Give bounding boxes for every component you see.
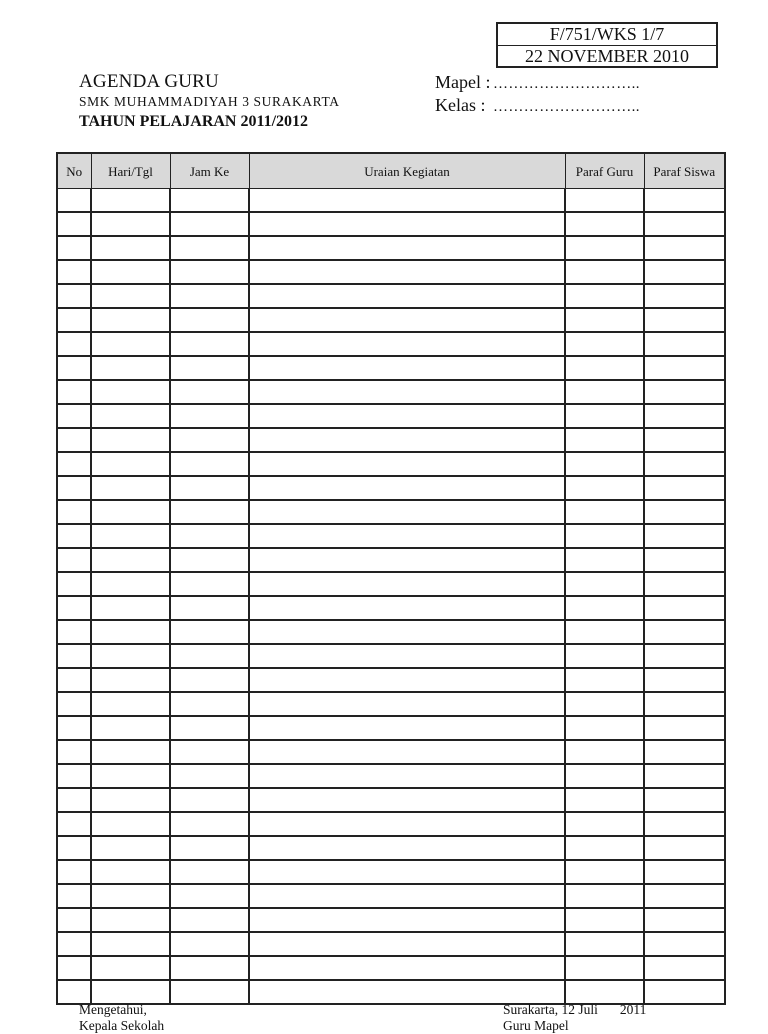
- cell-no: [57, 524, 91, 548]
- cell-jam-ke: [170, 956, 249, 980]
- cell-paraf-siswa: [644, 284, 725, 308]
- cell-hari-tgl: [91, 380, 170, 404]
- cell-jam-ke: [170, 428, 249, 452]
- cell-paraf-siswa: [644, 404, 725, 428]
- cell-uraian-kegiatan: [249, 812, 565, 836]
- table-row: [57, 452, 725, 476]
- cell-no: [57, 692, 91, 716]
- table-row: [57, 428, 725, 452]
- cell-paraf-siswa: [644, 860, 725, 884]
- cell-jam-ke: [170, 908, 249, 932]
- header-jam-ke: Jam Ke: [170, 153, 249, 189]
- cell-jam-ke: [170, 308, 249, 332]
- cell-no: [57, 428, 91, 452]
- cell-no: [57, 980, 91, 1004]
- cell-hari-tgl: [91, 812, 170, 836]
- table-row: [57, 740, 725, 764]
- school-name: SMK MUHAMMADIYAH 3 SURAKARTA: [79, 94, 340, 109]
- table-row: [57, 404, 725, 428]
- cell-no: [57, 212, 91, 236]
- cell-paraf-guru: [565, 620, 644, 644]
- cell-no: [57, 380, 91, 404]
- cell-uraian-kegiatan: [249, 500, 565, 524]
- cell-paraf-guru: [565, 548, 644, 572]
- cell-paraf-siswa: [644, 524, 725, 548]
- cell-paraf-siswa: [644, 716, 725, 740]
- table-row: [57, 836, 725, 860]
- cell-uraian-kegiatan: [249, 860, 565, 884]
- cell-jam-ke: [170, 189, 249, 213]
- cell-hari-tgl: [91, 884, 170, 908]
- cell-paraf-guru: [565, 189, 644, 213]
- cell-paraf-guru: [565, 260, 644, 284]
- cell-no: [57, 308, 91, 332]
- table-row: [57, 812, 725, 836]
- cell-uraian-kegiatan: [249, 524, 565, 548]
- cell-no: [57, 644, 91, 668]
- cell-paraf-guru: [565, 764, 644, 788]
- cell-paraf-guru: [565, 500, 644, 524]
- cell-paraf-guru: [565, 980, 644, 1004]
- form-code: F/751/WKS 1/7: [498, 24, 716, 46]
- cell-jam-ke: [170, 212, 249, 236]
- cell-no: [57, 836, 91, 860]
- cell-jam-ke: [170, 404, 249, 428]
- cell-paraf-siswa: [644, 596, 725, 620]
- cell-uraian-kegiatan: [249, 884, 565, 908]
- mapel-field: [435, 72, 640, 93]
- cell-hari-tgl: [91, 860, 170, 884]
- acknowledged-label: Mengetahui,: [79, 1002, 147, 1017]
- table-header-row: [57, 153, 725, 189]
- cell-jam-ke: [170, 668, 249, 692]
- cell-paraf-guru: [565, 332, 644, 356]
- cell-paraf-guru: [565, 884, 644, 908]
- cell-uraian-kegiatan: [249, 764, 565, 788]
- cell-hari-tgl: [91, 956, 170, 980]
- cell-uraian-kegiatan: [249, 932, 565, 956]
- cell-jam-ke: [170, 260, 249, 284]
- table-row: [57, 908, 725, 932]
- cell-paraf-siswa: [644, 572, 725, 596]
- cell-hari-tgl: [91, 836, 170, 860]
- header-no: No: [57, 153, 91, 189]
- cell-no: [57, 284, 91, 308]
- cell-no: [57, 452, 91, 476]
- cell-paraf-guru: [565, 404, 644, 428]
- cell-paraf-siswa: [644, 428, 725, 452]
- table-row: [57, 620, 725, 644]
- cell-paraf-siswa: [644, 884, 725, 908]
- principal-label: Kepala Sekolah: [79, 1018, 165, 1033]
- cell-paraf-siswa: [644, 788, 725, 812]
- cell-paraf-siswa: [644, 812, 725, 836]
- cell-jam-ke: [170, 644, 249, 668]
- cell-paraf-siswa: [644, 668, 725, 692]
- cell-jam-ke: [170, 524, 249, 548]
- cell-uraian-kegiatan: [249, 380, 565, 404]
- cell-hari-tgl: [91, 452, 170, 476]
- cell-hari-tgl: [91, 500, 170, 524]
- cell-paraf-guru: [565, 932, 644, 956]
- cell-hari-tgl: [91, 284, 170, 308]
- agenda-table: [56, 152, 726, 1005]
- cell-no: [57, 260, 91, 284]
- table-row: [57, 308, 725, 332]
- cell-uraian-kegiatan: [249, 620, 565, 644]
- cell-jam-ke: [170, 860, 249, 884]
- cell-no: [57, 476, 91, 500]
- cell-hari-tgl: [91, 332, 170, 356]
- cell-paraf-siswa: [644, 644, 725, 668]
- cell-paraf-siswa: [644, 452, 725, 476]
- header-paraf-siswa: Paraf Siswa: [644, 153, 725, 189]
- table-row: [57, 956, 725, 980]
- cell-paraf-guru: [565, 908, 644, 932]
- cell-jam-ke: [170, 284, 249, 308]
- cell-no: [57, 788, 91, 812]
- academic-year: TAHUN PELAJARAN 2011/2012: [79, 113, 309, 130]
- cell-paraf-guru: [565, 812, 644, 836]
- cell-jam-ke: [170, 332, 249, 356]
- form-date: 22 NOVEMBER 2010: [524, 46, 689, 66]
- cell-paraf-guru: [565, 428, 644, 452]
- cell-hari-tgl: [91, 740, 170, 764]
- cell-hari-tgl: [91, 308, 170, 332]
- place-date: [503, 1002, 646, 1018]
- header-uraian-kegiatan: Uraian Kegiatan: [249, 153, 565, 189]
- cell-jam-ke: [170, 548, 249, 572]
- cell-paraf-guru: [565, 212, 644, 236]
- table-row: [57, 692, 725, 716]
- cell-jam-ke: [170, 476, 249, 500]
- cell-no: [57, 884, 91, 908]
- cell-uraian-kegiatan: [249, 428, 565, 452]
- cell-paraf-guru: [565, 476, 644, 500]
- cell-paraf-siswa: [644, 932, 725, 956]
- cell-uraian-kegiatan: [249, 260, 565, 284]
- cell-no: [57, 668, 91, 692]
- cell-jam-ke: [170, 788, 249, 812]
- cell-uraian-kegiatan: [249, 236, 565, 260]
- cell-paraf-guru: [565, 740, 644, 764]
- cell-no: [57, 956, 91, 980]
- table-row: [57, 500, 725, 524]
- cell-no: [57, 908, 91, 932]
- table-row: [57, 980, 725, 1004]
- cell-jam-ke: [170, 884, 249, 908]
- cell-jam-ke: [170, 572, 249, 596]
- cell-jam-ke: [170, 596, 249, 620]
- cell-paraf-guru: [565, 956, 644, 980]
- cell-paraf-guru: [565, 308, 644, 332]
- cell-jam-ke: [170, 380, 249, 404]
- cell-paraf-siswa: [644, 356, 725, 380]
- cell-jam-ke: [170, 236, 249, 260]
- cell-no: [57, 332, 91, 356]
- cell-jam-ke: [170, 980, 249, 1004]
- cell-paraf-guru: [565, 644, 644, 668]
- cell-paraf-guru: [565, 668, 644, 692]
- cell-uraian-kegiatan: [249, 548, 565, 572]
- cell-no: [57, 236, 91, 260]
- table-row: [57, 356, 725, 380]
- cell-hari-tgl: [91, 668, 170, 692]
- cell-paraf-guru: [565, 572, 644, 596]
- header-hari-tgl: Hari/Tgl: [91, 153, 170, 189]
- cell-jam-ke: [170, 500, 249, 524]
- cell-paraf-guru: [565, 380, 644, 404]
- table-row: [57, 189, 725, 213]
- cell-paraf-guru: [565, 836, 644, 860]
- mapel-blank: ………………………..: [493, 76, 640, 92]
- cell-paraf-guru: [565, 692, 644, 716]
- cell-uraian-kegiatan: [249, 212, 565, 236]
- cell-hari-tgl: [91, 404, 170, 428]
- table-row: [57, 668, 725, 692]
- cell-no: [57, 740, 91, 764]
- cell-uraian-kegiatan: [249, 980, 565, 1004]
- cell-jam-ke: [170, 692, 249, 716]
- cell-no: [57, 356, 91, 380]
- cell-paraf-siswa: [644, 980, 725, 1004]
- cell-paraf-siswa: [644, 260, 725, 284]
- cell-uraian-kegiatan: [249, 572, 565, 596]
- cell-uraian-kegiatan: [249, 788, 565, 812]
- table-row: [57, 788, 725, 812]
- cell-no: [57, 596, 91, 620]
- cell-paraf-guru: [565, 716, 644, 740]
- cell-paraf-siswa: [644, 548, 725, 572]
- table-row: [57, 284, 725, 308]
- cell-paraf-guru: [565, 524, 644, 548]
- cell-no: [57, 764, 91, 788]
- cell-uraian-kegiatan: [249, 668, 565, 692]
- cell-uraian-kegiatan: [249, 356, 565, 380]
- cell-uraian-kegiatan: [249, 908, 565, 932]
- cell-paraf-siswa: [644, 692, 725, 716]
- cell-no: [57, 572, 91, 596]
- cell-hari-tgl: [91, 788, 170, 812]
- cell-no: [57, 404, 91, 428]
- table-row: [57, 884, 725, 908]
- cell-paraf-siswa: [644, 332, 725, 356]
- cell-hari-tgl: [91, 428, 170, 452]
- cell-jam-ke: [170, 716, 249, 740]
- cell-hari-tgl: [91, 524, 170, 548]
- cell-uraian-kegiatan: [249, 332, 565, 356]
- cell-paraf-guru: [565, 860, 644, 884]
- cell-uraian-kegiatan: [249, 692, 565, 716]
- cell-paraf-siswa: [644, 236, 725, 260]
- form-code-box: [496, 22, 718, 68]
- table-row: [57, 260, 725, 284]
- cell-jam-ke: [170, 812, 249, 836]
- table-row: [57, 716, 725, 740]
- cell-paraf-guru: [565, 452, 644, 476]
- cell-paraf-siswa: [644, 764, 725, 788]
- cell-hari-tgl: [91, 236, 170, 260]
- table-row: [57, 932, 725, 956]
- cell-no: [57, 189, 91, 213]
- table-row: [57, 548, 725, 572]
- cell-uraian-kegiatan: [249, 308, 565, 332]
- cell-no: [57, 548, 91, 572]
- cell-paraf-guru: [565, 236, 644, 260]
- cell-paraf-guru: [565, 284, 644, 308]
- cell-hari-tgl: [91, 932, 170, 956]
- table-row: [57, 476, 725, 500]
- table-row: [57, 596, 725, 620]
- cell-hari-tgl: [91, 596, 170, 620]
- cell-no: [57, 860, 91, 884]
- cell-jam-ke: [170, 932, 249, 956]
- cell-uraian-kegiatan: [249, 956, 565, 980]
- cell-no: [57, 812, 91, 836]
- mapel-label: Mapel :: [435, 72, 491, 92]
- table-row: [57, 524, 725, 548]
- cell-hari-tgl: [91, 260, 170, 284]
- table-row: [57, 212, 725, 236]
- cell-uraian-kegiatan: [249, 476, 565, 500]
- cell-uraian-kegiatan: [249, 284, 565, 308]
- cell-jam-ke: [170, 356, 249, 380]
- cell-hari-tgl: [91, 692, 170, 716]
- cell-hari-tgl: [91, 644, 170, 668]
- table-row: [57, 236, 725, 260]
- cell-paraf-siswa: [644, 908, 725, 932]
- place-date-text: Surakarta, 12 Juli: [503, 1002, 598, 1017]
- cell-hari-tgl: [91, 980, 170, 1004]
- cell-paraf-siswa: [644, 956, 725, 980]
- kelas-blank: ………………………..: [493, 99, 640, 115]
- cell-jam-ke: [170, 452, 249, 476]
- cell-hari-tgl: [91, 189, 170, 213]
- kelas-label: Kelas :: [435, 95, 486, 115]
- cell-paraf-guru: [565, 596, 644, 620]
- cell-uraian-kegiatan: [249, 189, 565, 213]
- cell-jam-ke: [170, 836, 249, 860]
- cell-paraf-guru: [565, 356, 644, 380]
- cell-uraian-kegiatan: [249, 716, 565, 740]
- cell-hari-tgl: [91, 572, 170, 596]
- kelas-field: [435, 95, 640, 116]
- cell-jam-ke: [170, 620, 249, 644]
- cell-paraf-siswa: [644, 740, 725, 764]
- cell-hari-tgl: [91, 908, 170, 932]
- cell-uraian-kegiatan: [249, 404, 565, 428]
- table-row: [57, 764, 725, 788]
- cell-hari-tgl: [91, 548, 170, 572]
- cell-paraf-siswa: [644, 500, 725, 524]
- cell-paraf-siswa: [644, 189, 725, 213]
- cell-uraian-kegiatan: [249, 644, 565, 668]
- cell-hari-tgl: [91, 476, 170, 500]
- document-title: AGENDA GURU: [79, 71, 219, 92]
- cell-hari-tgl: [91, 620, 170, 644]
- cell-uraian-kegiatan: [249, 596, 565, 620]
- teacher-label: Guru Mapel: [503, 1018, 569, 1033]
- cell-uraian-kegiatan: [249, 452, 565, 476]
- cell-paraf-siswa: [644, 836, 725, 860]
- table-row: [57, 572, 725, 596]
- table-row: [57, 644, 725, 668]
- cell-uraian-kegiatan: [249, 740, 565, 764]
- cell-paraf-siswa: [644, 308, 725, 332]
- cell-no: [57, 716, 91, 740]
- cell-uraian-kegiatan: [249, 836, 565, 860]
- place-date-year: 2011: [619, 1002, 647, 1017]
- table-row: [57, 380, 725, 404]
- cell-no: [57, 500, 91, 524]
- cell-hari-tgl: [91, 356, 170, 380]
- cell-paraf-siswa: [644, 212, 725, 236]
- cell-hari-tgl: [91, 764, 170, 788]
- cell-paraf-siswa: [644, 476, 725, 500]
- cell-paraf-siswa: [644, 620, 725, 644]
- cell-jam-ke: [170, 764, 249, 788]
- table-row: [57, 332, 725, 356]
- header-paraf-guru: Paraf Guru: [565, 153, 644, 189]
- cell-paraf-siswa: [644, 380, 725, 404]
- cell-hari-tgl: [91, 716, 170, 740]
- table-row: [57, 860, 725, 884]
- cell-jam-ke: [170, 740, 249, 764]
- cell-no: [57, 932, 91, 956]
- cell-hari-tgl: [91, 212, 170, 236]
- cell-no: [57, 620, 91, 644]
- cell-paraf-guru: [565, 788, 644, 812]
